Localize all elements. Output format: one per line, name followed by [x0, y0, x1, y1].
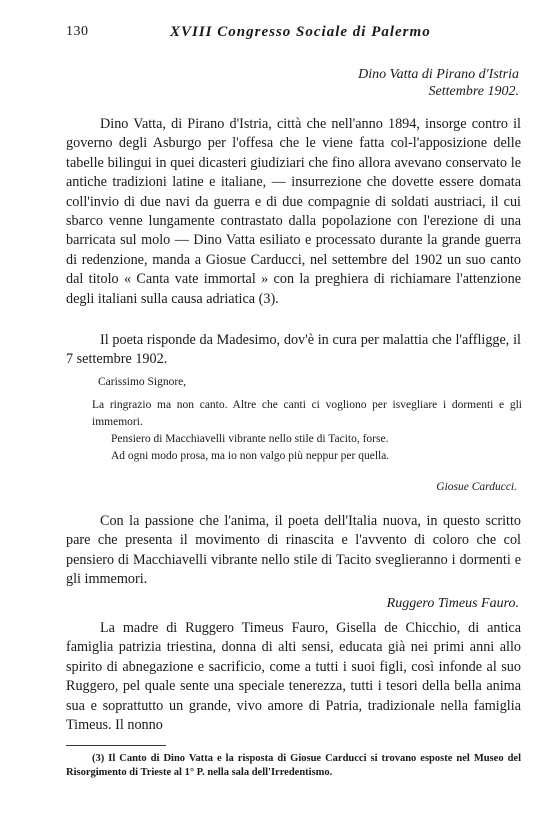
page-header — [66, 24, 522, 44]
letter-line-1: La ringrazio ma non canto. Altre che canti ci vogliono per isvegliare i dormenti e gli immemori. — [92, 399, 522, 428]
document-heading — [358, 66, 519, 100]
paragraph-1-text: Dino Vatta, di Pirano d'Istria, città che nell'anno 1894, insorge contro il governo degli Asburgo per l'offesa che le viene fatta col-l'apposizione delle tabelle bilingui in quei dicasteri giudiziari che fino allora avevano conservato le antiche tradizioni latine e italiane, — insurrezione che dovette essere domata coll'invio di due navi da guerra e di due compagnie di soldati austriaci, il cui sbarco venne lungamente contrastato dalla popolazione con l'erezione di una barricata sul molo — Dino Vatta esiliato e processato durante la grande guerra di redenzione, manda a Giosue Carducci, nel settembre del 1902 un suo canto dal titolo « Canta vate immortal » con la preghiera di richiamare l'attenzione degli italiani sulla causa adriatica (3). — [66, 116, 521, 307]
footnote-text: (3) Il Canto di Dino Vatta e la risposta di Giosue Carducci si trovano esposte nel Museo del Risorgimento di Trieste al 1° P. nella sala dell'Irredentismo. — [66, 753, 521, 778]
running-head: XVIII Congresso Sociale di Palermo — [170, 24, 431, 40]
heading-date: Settembre 1902. — [428, 84, 519, 99]
paragraph-2-text: Il poeta risponde da Madesimo, dov'è in cura per malattia che l'affligge, il 7 settembre 1902. — [66, 332, 521, 368]
paragraph-2 — [66, 331, 521, 370]
paragraph-3-text: Con la passione che l'anima, il poeta dell'Italia nuova, in questo scritto pare che presenta il movimento di rinascita e l'avvento di coloro che col pensiero di Macchiavelli vibrante nello stile di Tacito sveglieranno i dormenti e gli immemori. — [66, 513, 521, 588]
page-number: 130 — [66, 24, 89, 39]
letter-line-2: Pensiero di Macchiavelli vibrante nello stile di Tacito, forse. — [111, 433, 389, 445]
paragraph-1 — [66, 115, 521, 309]
letter-body — [92, 397, 522, 465]
letter-line-3: Ad ogni modo prosa, ma io non valgo più neppur per quella. — [111, 450, 390, 462]
letter-signature: Giosue Carducci. — [436, 481, 517, 493]
author-signature: Ruggero Timeus Fauro. — [386, 596, 519, 611]
heading-place: Dino Vatta di Pirano d'Istria — [358, 67, 519, 82]
paragraph-4-text: La madre di Ruggero Timeus Fauro, Gisella de Chicchio, di antica famiglia patrizia triestina, donna di alti sensi, educata già nei primi anni allo spirito di abnegazione e sacrificio, come a tutti i suoi figli, così infonde al suo Ruggero, pel quale sente una speciale tenerezza, tutti i tesori della bella anima sua e soprattutto un grande, vivo amore di Patria, tradizionale nella famiglia Timeus. Il nonno — [66, 620, 521, 734]
paragraph-4 — [66, 619, 521, 735]
footnote — [66, 752, 521, 780]
footnote-rule — [66, 745, 166, 746]
letter-salutation: Carissimo Signore, — [98, 376, 187, 388]
paragraph-3 — [66, 512, 521, 590]
